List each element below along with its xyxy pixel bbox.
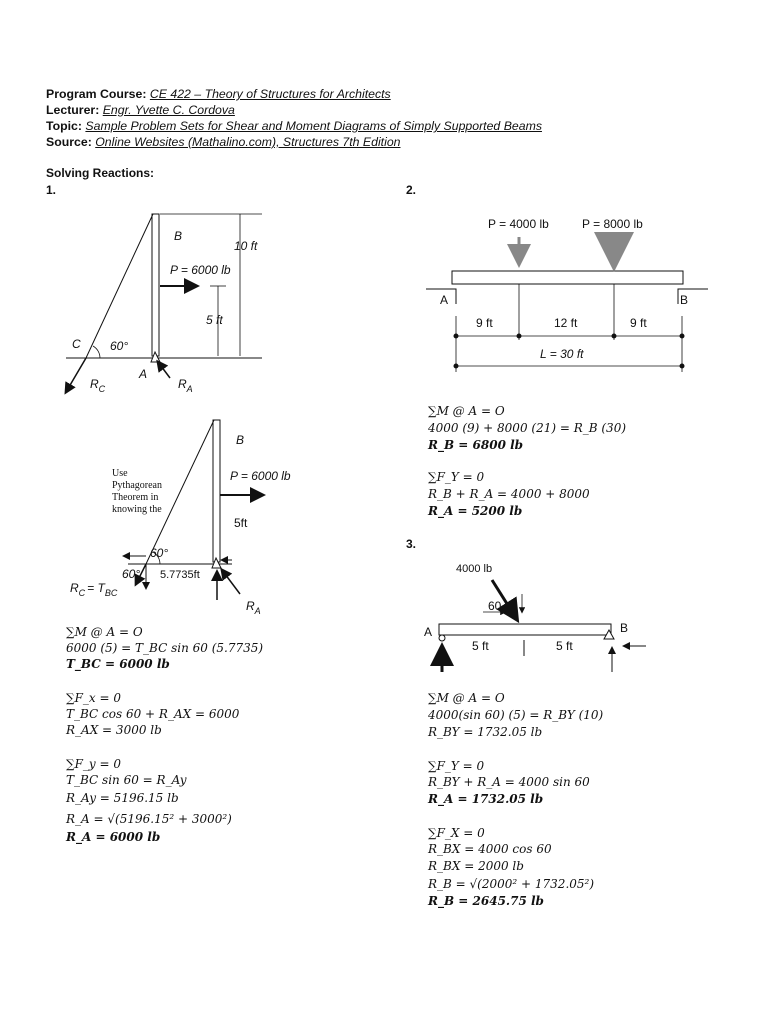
mast [152, 214, 159, 356]
p1-rc-sub: C [98, 384, 106, 394]
p1f2-rc [70, 581, 118, 598]
source-value[interactable]: Online Websites (Mathalino.com), Structures 7th Edition [95, 135, 401, 149]
course-value[interactable]: CE 422 – Theory of Structures for Architects [149, 87, 391, 101]
beam3 [439, 624, 611, 635]
p1f2-rc-sub: C [78, 588, 86, 598]
p1f2-ra-main: R [246, 599, 255, 613]
p1-label-angle: 60° [110, 339, 129, 353]
p1-label-10ft: 10 ft [234, 239, 258, 253]
roller-a3 [439, 635, 445, 641]
p1f2-label-b: B [236, 433, 245, 447]
p3-label-a: A [424, 625, 433, 639]
p3-eq-5: R_A = 1732.05 lb [428, 792, 544, 806]
p1-pythagorean-note: Use Pythagorean Theorem in knowing the [112, 468, 162, 515]
p1-label-c: C [72, 337, 81, 351]
problem1-figure [66, 214, 262, 392]
p3-eq-6: ∑F_X = 0 [428, 826, 485, 840]
p1-ra-main: R [178, 377, 187, 391]
p2-label-d2: 12 ft [554, 316, 578, 330]
p3-eq-10: R_B = 2645.75 lb [428, 894, 544, 908]
cable-bc [86, 214, 153, 358]
p3-label-angle: 60 [488, 599, 502, 613]
p1-eq-4: T_BC cos 60 + R_AX = 6000 [66, 707, 240, 721]
p3-eq-0: ∑M @ A = O [428, 691, 505, 705]
p2-eq-0: ∑M @ A = O [428, 404, 505, 418]
p2-eq-2: R_B = 6800 lb [428, 438, 524, 452]
p1f2-rc-eq-sub: BC [104, 588, 118, 598]
problem2-number: 2. [406, 183, 417, 197]
p2-eq-5: R_A = 5200 lb [428, 504, 523, 518]
p1-rc-main: R [90, 377, 99, 391]
p2-label-total: L = 30 ft [540, 347, 584, 361]
p2-label-d1: 9 ft [476, 316, 493, 330]
mast2 [213, 420, 220, 562]
p1-eq-6: ∑F_y = 0 [66, 757, 121, 771]
p3-label-d2: 5 ft [556, 639, 573, 653]
p2-label-b: B [680, 293, 689, 307]
section-title: Solving Reactions: [46, 166, 155, 180]
p1-label-a: A [139, 367, 148, 381]
problem3-number: 3. [406, 537, 417, 551]
p1-eq-0: ∑M @ A = O [66, 625, 143, 639]
p3-eq-4: R_BY + R_A = 4000 sin 60 [428, 775, 590, 789]
beam2 [452, 271, 683, 284]
p2-eq-3: ∑F_Y = 0 [428, 470, 485, 484]
topic-value[interactable]: Sample Problem Sets for Shear and Moment Diagrams of Simply Supported Beams [85, 119, 542, 133]
p2-label-p1: P = 4000 lb [488, 217, 549, 231]
p1-label-load: P = 6000 lb [170, 263, 231, 277]
p1-eq-10: R_A = 6000 lb [66, 830, 161, 844]
p1f2-angle-top: 60° [150, 546, 169, 560]
p3-label-d1: 5 ft [472, 639, 489, 653]
lecturer-value[interactable]: Engr. Yvette C. Cordova [102, 103, 235, 117]
p1-eq-7: T_BC sin 60 = R_Ay [66, 773, 187, 787]
p1f2-ra-sub: A [254, 606, 261, 616]
problem1-number: 1. [46, 183, 57, 197]
p1f2-label-load: P = 6000 lb [230, 469, 291, 483]
p1-label-ra [178, 377, 193, 394]
p1f2-rc-main: R [70, 581, 79, 595]
p1-label-b: B [174, 229, 183, 243]
problem3-figure [439, 580, 646, 672]
p3-eq-7: R_BX = 4000 cos 60 [428, 842, 552, 856]
p1f2-ra [246, 599, 261, 616]
source-label: Source: [46, 135, 92, 149]
p3-eq-8: R_BX = 2000 lb [428, 859, 524, 873]
p1-eq-1: 6000 (5) = T_BC sin 60 (5.7735) [66, 641, 264, 655]
topic-label: Topic: [46, 119, 82, 133]
p2-label-d3: 9 ft [630, 316, 647, 330]
rc-arrow [66, 358, 86, 392]
p1-eq-5: R_AX = 3000 lb [66, 723, 162, 737]
p1f2-angle-bot: 60° [122, 567, 141, 581]
p1-eq-9: R_A = √(5196.15² + 3000²) [66, 812, 232, 826]
p1f2-dist: 5.7735ft [160, 569, 200, 581]
p2-label-p2: P = 8000 lb [582, 217, 643, 231]
p1-ra-sub: A [186, 384, 193, 394]
p2-label-a: A [440, 293, 449, 307]
p1-eq-2: T_BC = 6000 lb [66, 657, 170, 671]
p1f2-label-5ft: 5ft [234, 516, 248, 530]
p3-eq-9: R_B = √(2000² + 1732.05²) [428, 877, 595, 891]
p3-label-load: 4000 lb [456, 563, 493, 575]
p1-label-rc [90, 377, 106, 394]
lecturer-label: Lecturer: [46, 103, 100, 117]
p3-eq-3: ∑F_Y = 0 [428, 759, 485, 773]
p1f2-rc-eq: = T [87, 581, 105, 595]
p1-eq-8: R_Ay = 5196.15 lb [66, 791, 179, 805]
p3-label-b: B [620, 621, 629, 635]
p3-eq-2: R_BY = 1732.05 lb [428, 725, 543, 739]
course-label: Program Course: [46, 87, 147, 101]
p2-eq-4: R_B + R_A = 4000 + 8000 [428, 487, 590, 501]
p2-eq-1: 4000 (9) + 8000 (21) = R_B (30) [428, 421, 627, 435]
p3-eq-1: 4000(sin 60) (5) = R_BY (10) [428, 708, 604, 722]
p1-eq-3: ∑F_x = 0 [66, 691, 121, 705]
p1-label-5ft: 5 ft [206, 313, 223, 327]
ra-arrow [158, 362, 170, 378]
